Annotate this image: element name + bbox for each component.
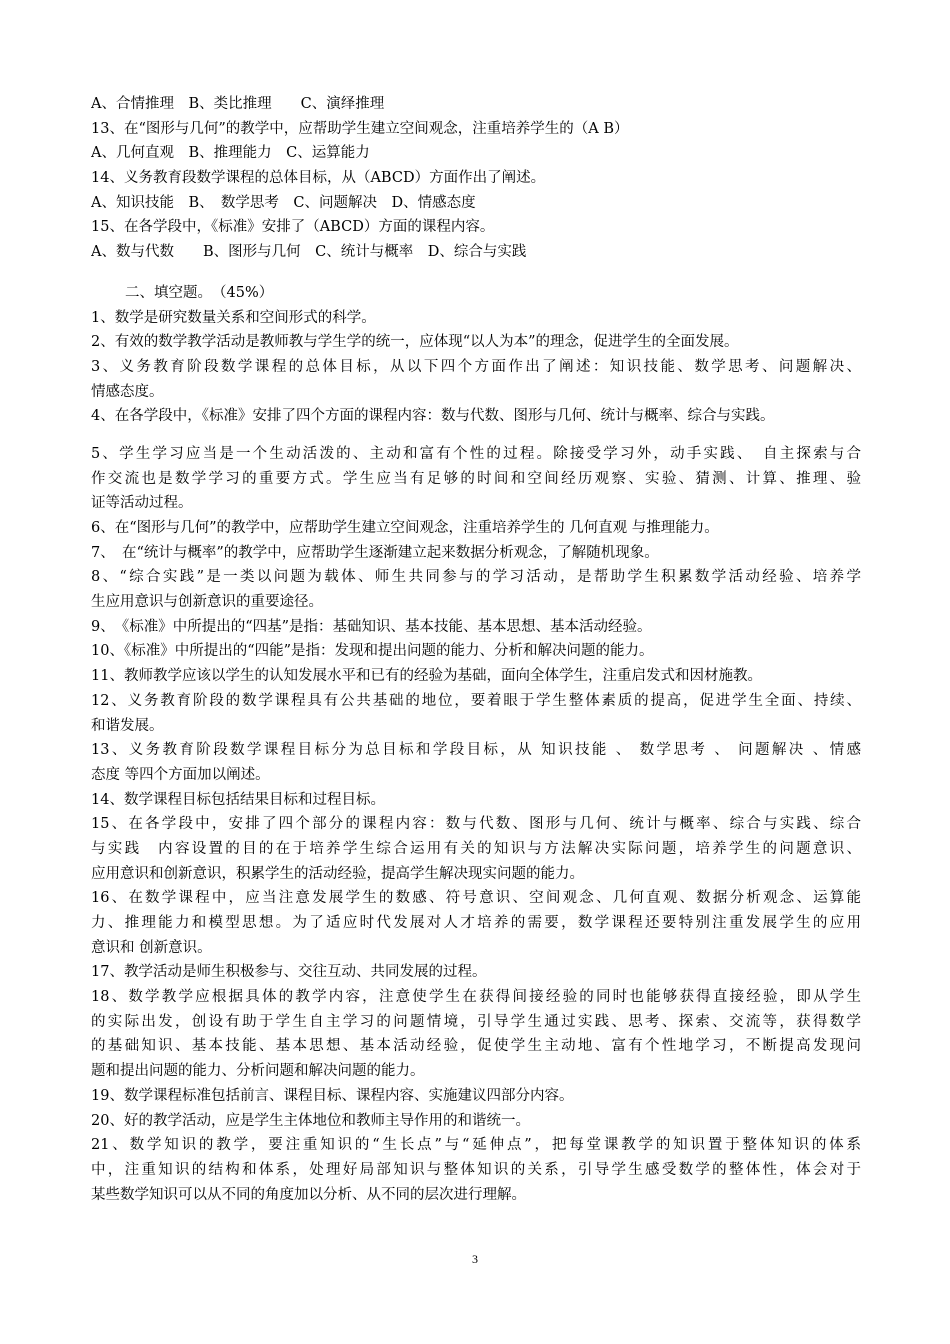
text-line: 情感态度。 — [91, 383, 164, 400]
text-line: 的基础知识、基本技能、基本思想、基本活动经验，促使学生主动地、富有个性地学习，不断提高发现问 — [91, 1038, 861, 1055]
spacer — [91, 265, 861, 281]
text-line: 力、推理能力和模型思想。为了适应时代发展对人才培养的需要，数学课程还要特别注重发展学生的应用 — [91, 915, 861, 931]
text-line: 作交流也是数学学习的重要方式。学生应当有足够的时间和空间经历观察、实验、猜测、计算、推理、验 — [91, 470, 861, 487]
text-line: 的实际出发，创设有助于学生自主学习的问题情境，引导学生通过实践、思考、探索、交流等，获得数学 — [91, 1013, 861, 1030]
text-line: 14、义务教育段数学课程的总体目标，从（ABCD）方面作出了阐述。 — [91, 170, 546, 187]
text-line: 12、义务教育阶段的数学课程具有公共基础的地位，要着眼于学生整体素质的提高，促进学生全面、持续、 — [91, 692, 861, 709]
text-line: 和谐发展。 — [91, 717, 164, 734]
text-line: 中，注重知识的结构和体系，处理好局部知识与整体知识的关系，引导学生感受数学的整体性，体会对于 — [91, 1161, 861, 1178]
text-line: 10、《标准》中所提出的“四能”是指：发现和提出问题的能力、分析和解决问题的能力。 — [91, 643, 654, 660]
text-line: A、知识技能 B、 数学思考 C、问题解决 D、情感态度 — [91, 194, 476, 211]
text-line: 5、学生学习应当是一个生动活泼的、主动和富有个性的过程。除接受学习外，动手实践、 自主探索与合 — [91, 445, 861, 462]
text-line: 16、在数学课程中，应当注意发展学生的数感、符号意识、空间观念、几何直观、数据分析观念、运算能 — [91, 890, 861, 907]
text-line: 14、数学课程目标包括结果目标和过程目标。 — [91, 791, 385, 808]
text-line: 9、 《标准》中所提出的“四基”是指：基础知识、基本技能、基本思想、基本活动经验。 — [91, 618, 652, 635]
text-line: 13、在“图形与几何”的教学中，应帮助学生建立空间观念，注重培养学生的（A B） — [91, 120, 629, 137]
page-number: 3 — [472, 1252, 478, 1266]
text-line: 态度 等四个方面加以阐述。 — [91, 766, 270, 783]
text-line: 1、数学是研究数量关系和空间形式的科学。 — [91, 309, 376, 326]
text-line: 应用意识和创新意识，积累学生的活动经验，提高学生解决现实问题的能力。 — [91, 865, 584, 882]
spacer — [91, 429, 861, 442]
text-line: A、几何直观 B、推理能力 C、运算能力 — [91, 145, 370, 162]
section-heading: 二、填空题。 （45%） — [125, 284, 274, 301]
text-line: 8、“综合实践”是一类以问题为载体、师生共同参与的学习活动，是帮助学生积累数学活动经验、培养学 — [91, 569, 861, 586]
text-line: 21、数学知识的教学，要注重知识的“生长点”与“延伸点”，把每堂课教学的知识置于整体知识的体系 — [91, 1137, 861, 1154]
text-line: 2、有效的数学教学活动是教师教与学生学的统一，应体现“以人为本”的理念，促进学生的全面发展。 — [91, 334, 739, 351]
text-line: 13、义务教育阶段数学课程目标分为总目标和学段目标，从 知识技能 、 数学思考 、 问题解决 、情感 — [91, 742, 861, 759]
text-line: 15、在各学段中，《标准》安排了（ABCD）方面的课程内容。 — [91, 219, 495, 236]
text-line: 15、在各学段中，安排了四个部分的课程内容：数与代数、图形与几何、统计与概率、综合与实践、综合 — [91, 816, 861, 833]
text-line: 11、教师教学应该以学生的认知发展水平和已有的经验为基础，面向全体学生，注重启发式和因材施教。 — [91, 668, 762, 685]
text-line: 6、在“图形与几何”的教学中，应帮助学生建立空间观念，注重培养学生的 几何直观 与推理能力。 — [91, 520, 719, 536]
text-line: 3、义务教育阶段数学课程的总体目标，从以下四个方面作出了阐述：知识技能、数学思考、问题解决、 — [91, 358, 861, 375]
text-line: 证等活动过程。 — [91, 495, 193, 512]
text-line: 7、 在“统计与概率”的教学中，应帮助学生逐渐建立起来数据分析观念，了解随机现象。 — [91, 544, 659, 561]
text-line: 题和提出问题的能力、分析问题和解决问题的能力。 — [91, 1063, 425, 1080]
text-line: 20、好的教学活动，应是学生主体地位和教师主导作用的和谐统一。 — [91, 1112, 530, 1129]
text-line: 19、数学课程标准包括前言、课程目标、课程内容、实施建议四部分内容。 — [91, 1087, 574, 1104]
page-content — [91, 92, 861, 1207]
text-line: A、合情推理 B、类比推理 C、演绎推理 — [91, 96, 385, 112]
text-line: 与实践 内容设置的目的在于培养学生综合运用有关的知识与方法解决实际问题，培养学生的问题意识、 — [91, 840, 861, 857]
text-line: 18、数学教学应根据具体的教学内容，注意使学生在获得间接经验的同时也能够获得直接经验，即从学生 — [91, 989, 861, 1006]
text-line: 生应用意识与创新意识的重要途径。 — [91, 594, 323, 611]
text-line: 意识和 创新意识。 — [91, 939, 212, 956]
text-line: 4、在各学段中，《标准》安排了四个方面的课程内容：数与代数、图形与几何、统计与概率、综合与实践。 — [91, 408, 775, 425]
text-line: 17、教学活动是师生积极参与、交往互动、共同发展的过程。 — [91, 964, 487, 981]
text-line: A、数与代数 B、图形与几何 C、统计与概率 D、综合与实践 — [91, 244, 527, 261]
text-line: 某些数学知识可以从不同的角度加以分析、从不同的层次进行理解。 — [91, 1186, 526, 1203]
